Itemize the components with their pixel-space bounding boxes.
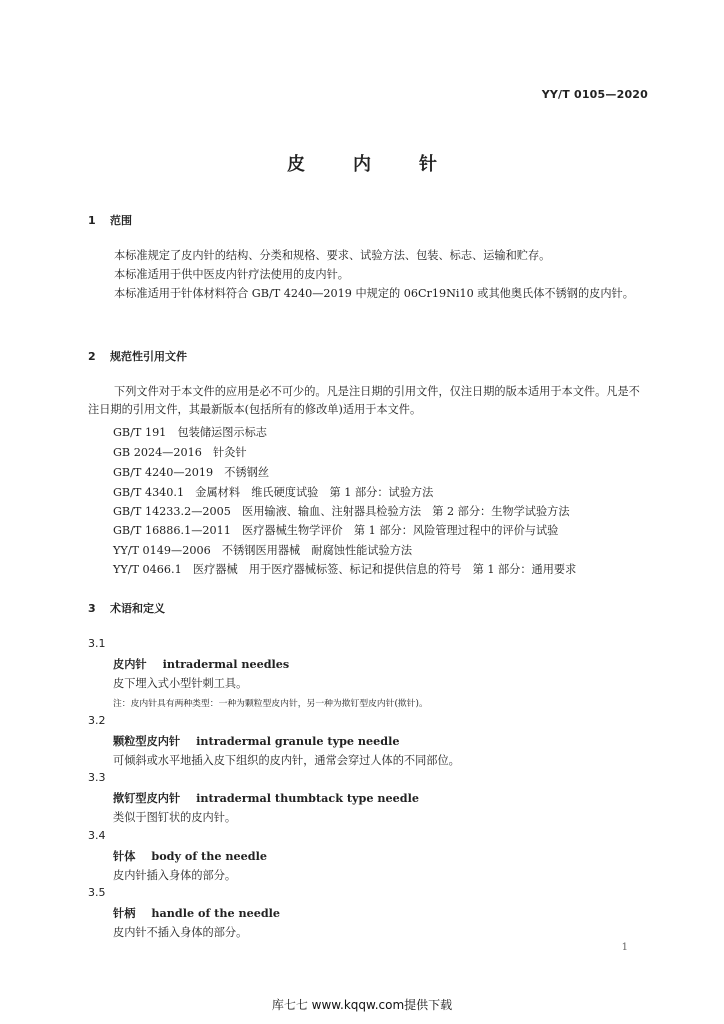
section-number: 1 xyxy=(88,214,96,227)
section-heading-terms xyxy=(88,600,165,616)
term-definition: 可倾斜或水平地插入皮下组织的皮内针，通常会穿过人体的不同部位。 xyxy=(113,754,460,767)
term-zh: 针柄 xyxy=(113,907,136,920)
term-zh: 针体 xyxy=(113,850,136,863)
section-heading-scope xyxy=(88,212,132,228)
page-number: 1 xyxy=(621,942,628,953)
term-note: 注：皮内针具有两种类型：一种为颗粒型皮内针，另一种为揿钉型皮内针(揿针)。 xyxy=(113,699,428,709)
page-title xyxy=(0,150,724,176)
paragraph: 本标准适用于供中医皮内针疗法使用的皮内针。 xyxy=(114,268,349,281)
term-en: intradermal granule type needle xyxy=(196,734,400,748)
term-heading xyxy=(113,656,289,672)
reference-item: YY/T 0466.1 医疗器械 用于医疗器械标签、标记和提供信息的符号 第 1 部分：通用要求 xyxy=(113,563,577,576)
term-number: 3.3 xyxy=(88,771,106,784)
reference-item: GB/T 16886.1—2011 医疗器械生物学评价 第 1 部分：风险管理过程中的评价与试验 xyxy=(113,524,559,537)
term-en: intradermal needles xyxy=(162,657,290,671)
term-heading xyxy=(113,905,280,921)
section-title: 规范性引用文件 xyxy=(110,350,187,363)
term-zh: 颗粒型皮内针 xyxy=(113,735,181,748)
term-heading xyxy=(113,733,399,749)
reference-item: GB 2024—2016 针灸针 xyxy=(113,446,247,459)
term-definition: 类似于图钉状的皮内针。 xyxy=(113,811,237,824)
section-title: 范围 xyxy=(110,214,132,227)
paragraph: 本标准规定了皮内针的结构、分类和规格、要求、试验方法、包装、标志、运输和贮存。 xyxy=(114,249,551,262)
term-heading xyxy=(113,848,267,864)
paragraph: 本标准适用于针体材料符合 GB/T 4240—2019 中规定的 06Cr19Ni10 或其他奥氏体不锈钢的皮内针。 xyxy=(114,287,634,300)
document-code: YY/T 0105—2020 xyxy=(541,88,648,101)
reference-item: GB/T 4240—2019 不锈钢丝 xyxy=(113,466,270,479)
title-char: 皮 xyxy=(287,154,305,175)
term-number: 3.2 xyxy=(88,714,106,727)
section-heading-normative-references xyxy=(88,348,187,364)
term-en: intradermal thumbtack type needle xyxy=(196,791,419,805)
paragraph: 下列文件对于本文件的应用是必不可少的。凡是注日期的引用文件，仅注日期的版本适用于本文件。凡是不注日期的引用文件，其最新版本(包括所有的修改单)适用于本文件。 xyxy=(88,385,640,416)
term-zh: 皮内针 xyxy=(113,658,147,671)
section-number: 2 xyxy=(88,350,96,363)
term-zh: 揿钉型皮内针 xyxy=(113,792,181,805)
term-number: 3.1 xyxy=(88,637,106,650)
reference-item: GB/T 191 包装储运图示标志 xyxy=(113,426,267,439)
term-definition: 皮内针不插入身体的部分。 xyxy=(113,926,248,939)
term-en: body of the needle xyxy=(151,849,267,863)
term-heading xyxy=(113,790,419,806)
download-footer: 库七七 www.kqqw.com提供下载 xyxy=(271,998,453,1012)
section-number: 3 xyxy=(88,602,96,615)
reference-item: YY/T 0149—2006 不锈钢医用器械 耐腐蚀性能试验方法 xyxy=(113,544,413,557)
section-title: 术语和定义 xyxy=(110,602,165,615)
title-char: 针 xyxy=(419,154,437,175)
term-en: handle of the needle xyxy=(151,906,281,920)
title-char: 内 xyxy=(353,154,371,175)
term-number: 3.4 xyxy=(88,829,106,842)
term-definition: 皮下埋入式小型针刺工具。 xyxy=(113,677,248,690)
term-definition: 皮内针插入身体的部分。 xyxy=(113,869,237,882)
reference-item: GB/T 14233.2—2005 医用输液、输血、注射器具检验方法 第 2 部分：生物学试验方法 xyxy=(113,505,570,518)
term-number: 3.5 xyxy=(88,886,106,899)
reference-item: GB/T 4340.1 金属材料 维氏硬度试验 第 1 部分：试验方法 xyxy=(113,486,434,499)
